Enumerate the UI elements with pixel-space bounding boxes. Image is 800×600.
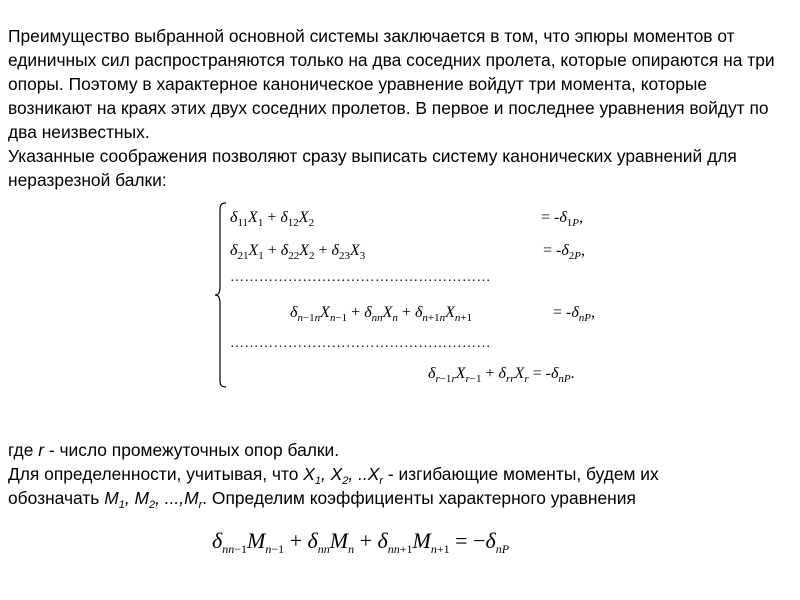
paragraph-moments-note: Для определенности, учитывая, что $X_1$, $X_2$, $..X_r$ - изгибающие моменты, будем их xyxy=(8,464,659,487)
paragraph-advantage: Преимущество выбранной основной системы заключается в том, что эпюры моментов от единичных сил распространяются только на два соседних пролета, которые опираются на три опоры. Поэтому в характерное каноническое уравнение войдут три момента, которые возникают на краях этих двух соседних пролетов. В первое и последнее уравнения войдут по два неизвестных. xyxy=(8,26,775,142)
paragraph-r-definition: где r - число промежуточных опор балки. xyxy=(8,440,340,460)
equation-row-2-rhs: = $-\delta_{2P}$, xyxy=(543,242,586,262)
equation-row-1: $\delta_{11}X_1 + \delta_{12}X_2$ xyxy=(230,209,315,229)
paragraph-notation: обозначать $M_1$, $M_2$, $...,M_r$. Определим коэффициенты характерного уравнения xyxy=(8,488,636,511)
equation-row-3-rhs: = $-\delta_{nP}$, xyxy=(553,304,596,324)
equation-row-2: $\delta_{21}X_1 + \delta_{22}X_2 + \delta_{23}X_3$ xyxy=(230,242,366,262)
ellipsis-row-2: ……………………………………………… xyxy=(230,336,491,351)
equation-row-1-rhs: = $-\delta_{1P}$, xyxy=(541,209,584,229)
ellipsis-row-1: ……………………………………………… xyxy=(230,270,491,285)
system-brace xyxy=(214,202,228,388)
equation-row-4: $\delta_{r-1r}X_{r-1} + \delta_{rr}X_r = -\delta_{nP}$. xyxy=(428,365,575,385)
characteristic-equation: $\delta_{nn-1}M_{n-1} + \delta_{nn}M_n + \delta_{nn+1}M_{n+1} = -\delta_{nP}$ xyxy=(212,528,510,556)
paragraph-system-intro: Указанные соображения позволяют сразу выписать систему канонических уравнений для неразрезной балки: xyxy=(8,146,737,190)
equation-row-3: $\delta_{n-1n}X_{n-1} + \delta_{nn}X_n + \delta_{n+1n}X_{n+1}$ xyxy=(290,304,473,324)
